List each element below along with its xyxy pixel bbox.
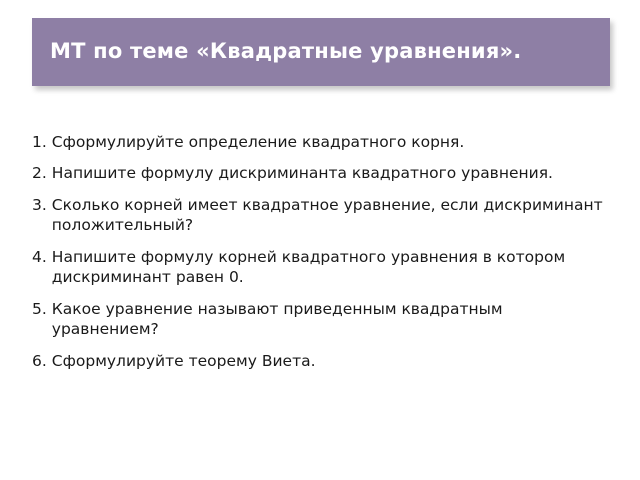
page-title: МТ по теме «Квадратные уравнения».: [50, 39, 522, 64]
list-item-number: 4.: [32, 247, 47, 266]
list-item-text: Напишите формулу корней квадратного уравнения в котором дискриминант равен 0.: [51, 247, 566, 287]
list-item-text: Напишите формулу дискриминанта квадратного уравнения.: [51, 164, 553, 183]
question-list: [32, 132, 604, 382]
list-item-text: Сформулируйте теорему Виета.: [51, 351, 316, 370]
list-item-number: 3.: [32, 195, 47, 214]
list-item-number: 5.: [32, 299, 47, 318]
list-item: [32, 195, 604, 236]
list-item-text: Какое уравнение называют приведенным квадратным уравнением?: [51, 299, 503, 339]
list-item-text: Сформулируйте определение квадратного корня.: [51, 133, 465, 151]
list-item: [32, 247, 604, 288]
slide-title-bar: [32, 18, 610, 86]
list-item: [32, 299, 604, 340]
list-item-number: 2.: [32, 164, 47, 183]
list-item-number: 1.: [32, 133, 47, 151]
list-item-text: Сколько корней имеет квадратное уравнение, если дискриминант положительный?: [51, 195, 603, 235]
list-item: [32, 163, 604, 183]
list-item: [32, 132, 604, 152]
list-item-number: 6.: [32, 351, 47, 370]
list-item: [32, 351, 604, 371]
